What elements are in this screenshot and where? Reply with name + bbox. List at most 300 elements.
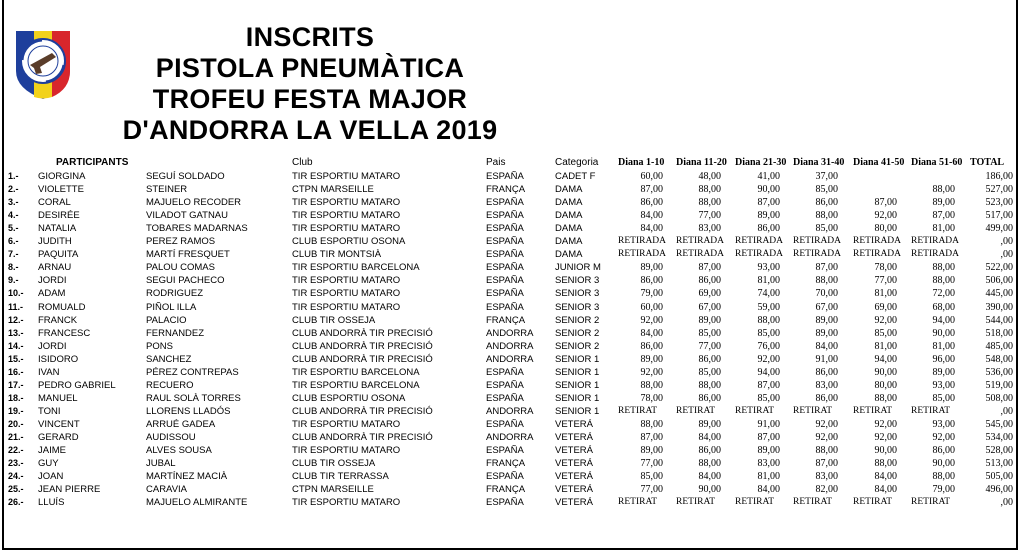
- participant-club: TIR ESPORTIU MATARO: [292, 197, 401, 209]
- score-cell: 87,00: [932, 210, 955, 222]
- participant-category: DAMA: [555, 197, 583, 209]
- row-number: 18.-: [8, 392, 24, 403]
- participant-surname: ALVES SOUSA: [146, 445, 212, 457]
- participant-surname: SANCHEZ: [146, 353, 192, 365]
- score-cell: 86,00: [757, 223, 780, 235]
- total-cell: ,00: [1000, 405, 1013, 417]
- participant-club: CTPN MARSEILLE: [292, 184, 374, 196]
- participant-name: JORDI: [38, 275, 67, 287]
- total-cell: 522,00: [985, 262, 1013, 274]
- participant-surname: RAUL SOLÀ TORRES: [146, 392, 241, 404]
- participant-category: VETERÁ: [555, 458, 594, 470]
- row-number: 20.-: [8, 418, 24, 429]
- participant-category: DAMA: [555, 223, 583, 235]
- participant-club: CLUB ANDORRÀ TIR PRECISIÓ: [292, 405, 433, 417]
- participant-country: ESPAÑA: [486, 366, 524, 378]
- participant-surname: MARTÍ FRESQUET: [146, 249, 230, 261]
- row-number: 9.-: [8, 275, 19, 286]
- participant-country: ESPAÑA: [486, 197, 524, 209]
- total-cell: 548,00: [985, 353, 1013, 365]
- score-cell: RETIRAT: [618, 405, 658, 416]
- score-cell: 89,00: [640, 262, 663, 274]
- score-cell: 86,00: [640, 275, 663, 287]
- score-cell: RETIRAT: [735, 497, 775, 508]
- score-cell: 89,00: [932, 197, 955, 209]
- row-number: 12.-: [8, 314, 24, 325]
- score-cell: 81,00: [757, 471, 780, 483]
- score-cell: 89,00: [698, 418, 721, 430]
- participant-surname: CARAVIA: [146, 484, 188, 496]
- participant-category: JUNIOR M: [555, 262, 601, 274]
- score-cell: 90,00: [932, 327, 955, 339]
- score-cell: RETIRAT: [793, 405, 833, 416]
- score-cell: 89,00: [640, 353, 663, 365]
- total-cell: 528,00: [985, 445, 1013, 457]
- total-cell: 536,00: [985, 366, 1013, 378]
- score-cell: 86,00: [698, 445, 721, 457]
- score-cell: 80,00: [874, 223, 897, 235]
- participant-surname: PALACIO: [146, 314, 187, 326]
- score-cell: 88,00: [698, 184, 721, 196]
- table-row: [0, 457, 1016, 470]
- participant-country: ESPAÑA: [486, 210, 524, 222]
- table-row: [0, 274, 1016, 287]
- table-row: [0, 418, 1016, 431]
- participant-surname: ARRUÉ GADEA: [146, 418, 216, 430]
- participant-club: TIR ESPORTIU MATARO: [292, 210, 401, 222]
- participant-surname: MAJUELO ALMIRANTE: [146, 497, 248, 509]
- score-cell: RETIRAT: [735, 405, 775, 416]
- participant-country: FRANÇA: [486, 484, 526, 496]
- title-line-3: TROFEU FESTA MAJOR: [152, 84, 468, 114]
- participant-club: CLUB ESPORTIU OSONA: [292, 236, 406, 248]
- header-club: Club: [292, 157, 313, 168]
- participant-name: PAQUITA: [38, 249, 79, 261]
- score-cell: 60,00: [640, 301, 663, 313]
- header-diana-2: Diana 11-20: [676, 157, 727, 168]
- score-cell: 67,00: [698, 301, 721, 313]
- score-cell: RETIRADA: [793, 249, 842, 260]
- participant-country: ESPAÑA: [486, 171, 524, 182]
- row-number: 8.-: [8, 262, 19, 273]
- participant-club: TIR ESPORTIU BARCELONA: [292, 379, 420, 391]
- score-cell: 94,00: [757, 366, 780, 378]
- table-row: [0, 261, 1016, 274]
- total-cell: 390,00: [985, 301, 1013, 313]
- score-cell: 84,00: [874, 471, 897, 483]
- total-cell: 545,00: [985, 418, 1013, 430]
- row-number: 14.-: [8, 340, 24, 351]
- row-number: 11.-: [8, 301, 24, 312]
- score-cell: 84,00: [698, 471, 721, 483]
- participant-surname: AUDISSOU: [146, 432, 196, 443]
- score-cell: 69,00: [874, 301, 897, 313]
- score-cell: 92,00: [815, 418, 838, 430]
- score-cell: 83,00: [815, 471, 838, 483]
- participant-surname: PALOU COMAS: [146, 262, 215, 274]
- total-cell: 519,00: [985, 379, 1013, 391]
- participant-country: ANDORRA: [486, 353, 534, 365]
- participant-country: ESPAÑA: [486, 418, 524, 430]
- participant-club: TIR ESPORTIU MATARO: [292, 418, 401, 430]
- participant-name: ROMUALD: [38, 301, 86, 313]
- score-cell: 92,00: [815, 432, 838, 443]
- participant-category: SENIOR 2: [555, 314, 600, 326]
- score-cell: 88,00: [815, 275, 838, 287]
- score-cell: 60,00: [640, 171, 663, 182]
- table-row: [0, 183, 1016, 196]
- score-cell: 78,00: [640, 392, 663, 404]
- participant-surname: VILADOT GATNAU: [146, 210, 228, 222]
- participant-category: DAMA: [555, 184, 583, 196]
- participant-surname: MAJUELO RECODER: [146, 197, 242, 209]
- score-cell: 79,00: [640, 288, 663, 300]
- score-cell: 88,00: [874, 392, 897, 404]
- score-cell: 93,00: [757, 262, 780, 274]
- participant-surname: SEGUI PACHECO: [146, 275, 225, 287]
- participant-category: SENIOR 1: [555, 405, 600, 417]
- score-cell: 89,00: [815, 314, 838, 326]
- table-row: [0, 287, 1016, 300]
- row-number: 26.-: [8, 497, 24, 508]
- score-cell: 90,00: [874, 366, 897, 378]
- participant-name: JEAN PIERRE: [38, 484, 101, 496]
- score-cell: 87,00: [698, 262, 721, 274]
- participant-name: ISIDORO: [38, 353, 79, 365]
- score-cell: 83,00: [698, 223, 721, 235]
- participant-country: ESPAÑA: [486, 262, 524, 274]
- participant-name: NATALIA: [38, 223, 77, 235]
- score-cell: 90,00: [932, 458, 955, 470]
- header-pais: Pais: [486, 157, 506, 168]
- table-row: [0, 222, 1016, 235]
- participant-club: TIR ESPORTIU MATARO: [292, 497, 401, 509]
- participant-club: CLUB TIR OSSEJA: [292, 458, 376, 470]
- participant-name: IVAN: [38, 366, 60, 378]
- score-cell: 87,00: [640, 432, 663, 443]
- participant-category: SENIOR 1: [555, 353, 600, 365]
- score-cell: 48,00: [698, 171, 721, 182]
- participant-category: SENIOR 1: [555, 392, 600, 404]
- score-cell: 87,00: [757, 197, 780, 209]
- participant-club: TIR ESPORTIU MATARO: [292, 171, 401, 182]
- participant-country: ANDORRA: [486, 432, 534, 443]
- row-number: 5.-: [8, 223, 19, 234]
- score-cell: 77,00: [698, 210, 721, 222]
- score-cell: 79,00: [932, 484, 955, 496]
- participant-name: ADAM: [38, 288, 66, 300]
- participant-club: CTPN MARSEILLE: [292, 484, 374, 496]
- row-number: 21.-: [8, 432, 24, 442]
- score-cell: RETIRAT: [911, 497, 951, 508]
- table-row: [0, 405, 1016, 418]
- score-cell: 59,00: [757, 301, 780, 313]
- score-cell: 86,00: [815, 197, 838, 209]
- score-cell: 88,00: [757, 314, 780, 326]
- participant-name: MANUEL: [38, 392, 78, 404]
- score-cell: 85,00: [757, 327, 780, 339]
- participant-surname: MARTÍNEZ MACIÀ: [146, 471, 228, 483]
- score-cell: RETIRADA: [853, 236, 902, 247]
- participant-name: JUDITH: [38, 236, 72, 248]
- table-row: [0, 248, 1016, 261]
- score-cell: 86,00: [640, 340, 663, 352]
- table-row: [0, 483, 1016, 496]
- participant-category: CADET F: [555, 171, 596, 182]
- participant-country: ESPAÑA: [486, 445, 524, 457]
- row-number: 10.-: [8, 288, 24, 299]
- score-cell: 41,00: [757, 171, 780, 182]
- score-cell: 88,00: [640, 418, 663, 430]
- score-cell: 89,00: [698, 314, 721, 326]
- score-cell: 77,00: [698, 340, 721, 352]
- header-diana-1: Diana 1-10: [618, 157, 665, 168]
- row-number: 3.-: [8, 197, 19, 208]
- table-row: [0, 366, 1016, 379]
- score-cell: 68,00: [932, 301, 955, 313]
- participant-club: TIR ESPORTIU MATARO: [292, 223, 401, 235]
- row-number: 13.-: [8, 327, 24, 338]
- score-cell: 37,00: [815, 171, 838, 182]
- participant-category: VETERÁ: [555, 471, 594, 483]
- score-cell: 86,00: [815, 392, 838, 404]
- score-cell: 85,00: [932, 392, 955, 404]
- score-cell: 94,00: [932, 314, 955, 326]
- row-number: 2.-: [8, 184, 19, 195]
- score-cell: 88,00: [698, 379, 721, 391]
- row-number: 25.-: [8, 484, 24, 495]
- score-cell: 92,00: [874, 418, 897, 430]
- participant-name: LLUÍS: [38, 497, 65, 509]
- participant-club: TIR ESPORTIU BARCELONA: [292, 262, 420, 274]
- participant-surname: RECUERO: [146, 379, 194, 391]
- participant-name: PEDRO GABRIEL: [38, 379, 116, 391]
- participant-club: TIR ESPORTIU MATARO: [292, 445, 401, 457]
- score-cell: 88,00: [932, 275, 955, 287]
- participant-category: DAMA: [555, 249, 583, 261]
- participant-category: SENIOR 1: [555, 366, 600, 378]
- score-cell: 78,00: [874, 262, 897, 274]
- table-row: [0, 301, 1016, 314]
- score-cell: RETIRADA: [911, 249, 960, 260]
- score-cell: 88,00: [932, 262, 955, 274]
- participant-name: GERARD: [38, 432, 79, 443]
- score-cell: 91,00: [757, 418, 780, 430]
- score-cell: 86,00: [815, 366, 838, 378]
- score-cell: 89,00: [757, 445, 780, 457]
- score-cell: 87,00: [757, 432, 780, 443]
- table-row: [0, 353, 1016, 366]
- participant-country: ESPAÑA: [486, 471, 524, 483]
- header-diana-4: Diana 31-40: [793, 157, 845, 168]
- participant-club: CLUB TIR TERRASSA: [292, 471, 389, 483]
- participant-country: ANDORRA: [486, 340, 534, 352]
- table-row: [0, 340, 1016, 353]
- participant-category: SENIOR 1: [555, 379, 600, 391]
- table-row: [0, 314, 1016, 327]
- score-cell: RETIRADA: [735, 249, 784, 260]
- score-cell: 93,00: [932, 418, 955, 430]
- participant-country: ESPAÑA: [486, 497, 524, 509]
- score-cell: 92,00: [757, 353, 780, 365]
- participant-category: VETERÁ: [555, 418, 594, 430]
- score-cell: RETIRADA: [676, 249, 725, 260]
- score-cell: RETIRADA: [853, 249, 902, 260]
- score-cell: 87,00: [757, 379, 780, 391]
- participant-name: FRANCK: [38, 314, 78, 326]
- score-cell: 85,00: [815, 223, 838, 235]
- score-cell: 89,00: [757, 210, 780, 222]
- row-number: 6.-: [8, 236, 19, 247]
- score-cell: 92,00: [874, 210, 897, 222]
- row-number: 23.-: [8, 458, 24, 469]
- header-diana-6: Diana 51-60: [911, 157, 963, 168]
- row-number: 17.-: [8, 379, 24, 390]
- participant-name: CORAL: [38, 197, 71, 209]
- participant-country: FRANÇA: [486, 458, 526, 470]
- score-cell: 85,00: [874, 327, 897, 339]
- participant-country: ESPAÑA: [486, 379, 524, 391]
- participant-surname: PÉREZ CONTREPAS: [146, 366, 239, 378]
- score-cell: RETIRADA: [793, 236, 842, 247]
- total-cell: ,00: [1000, 249, 1013, 261]
- participant-surname: TOBARES MADARNAS: [146, 223, 248, 235]
- participant-club: CLUB ANDORRÀ TIR PRECISIÓ: [292, 327, 433, 339]
- score-cell: RETIRADA: [618, 249, 667, 260]
- participant-surname: JUBAL: [146, 458, 176, 470]
- participant-surname: PIÑOL ILLA: [146, 301, 197, 313]
- score-cell: 86,00: [698, 275, 721, 287]
- score-cell: RETIRADA: [735, 236, 784, 247]
- participant-surname: PONS: [146, 340, 173, 352]
- total-cell: 485,00: [985, 340, 1013, 352]
- participant-surname: PEREZ RAMOS: [146, 236, 216, 248]
- score-cell: 90,00: [698, 484, 721, 496]
- score-cell: 72,00: [932, 288, 955, 300]
- participant-surname: SEGUÍ SOLDADO: [146, 171, 225, 182]
- score-cell: 81,00: [757, 275, 780, 287]
- score-cell: 84,00: [757, 484, 780, 496]
- score-cell: RETIRAT: [793, 497, 833, 508]
- participant-category: VETERÁ: [555, 497, 594, 509]
- score-cell: 87,00: [640, 184, 663, 196]
- score-cell: RETIRAT: [911, 405, 951, 416]
- score-cell: 84,00: [640, 327, 663, 339]
- title-line-4: D'ANDORRA LA VELLA 2019: [122, 115, 498, 145]
- header-categoria: Categoria: [555, 157, 599, 168]
- participant-surname: LLORENS LLADÓS: [146, 405, 231, 417]
- participant-club: CLUB TIR OSSEJA: [292, 314, 376, 326]
- participant-name: JORDI: [38, 340, 67, 352]
- score-cell: 86,00: [640, 197, 663, 209]
- score-cell: 84,00: [815, 340, 838, 352]
- score-cell: RETIRAT: [676, 405, 716, 416]
- participant-category: VETERÁ: [555, 484, 594, 496]
- row-number: 19.-: [8, 405, 24, 416]
- score-cell: 76,00: [757, 340, 780, 352]
- participant-country: ANDORRA: [486, 405, 534, 417]
- score-cell: 88,00: [698, 197, 721, 209]
- score-cell: RETIRAT: [618, 497, 658, 508]
- score-cell: 88,00: [874, 458, 897, 470]
- score-cell: 88,00: [932, 471, 955, 483]
- score-cell: 92,00: [874, 314, 897, 326]
- participant-club: CLUB ANDORRÀ TIR PRECISIÓ: [292, 340, 433, 352]
- total-cell: 445,00: [985, 288, 1013, 300]
- document-title: [80, 22, 540, 146]
- participant-club: CLUB ANDORRÀ TIR PRECISIÓ: [292, 353, 433, 365]
- score-cell: 88,00: [640, 379, 663, 391]
- score-cell: 84,00: [640, 210, 663, 222]
- score-cell: 86,00: [698, 392, 721, 404]
- table-row: [0, 379, 1016, 392]
- score-cell: 83,00: [815, 379, 838, 391]
- header-diana-5: Diana 41-50: [853, 157, 905, 168]
- score-cell: 87,00: [815, 262, 838, 274]
- participant-category: DAMA: [555, 210, 583, 222]
- table-row: [0, 392, 1016, 405]
- title-line-2: PISTOLA PNEUMÀTICA: [155, 53, 465, 83]
- participant-surname: RODRIGUEZ: [146, 288, 203, 300]
- score-cell: 81,00: [932, 223, 955, 235]
- participant-club: CLUB TIR MONTSIÀ: [292, 249, 382, 261]
- score-cell: 90,00: [757, 184, 780, 196]
- score-cell: 92,00: [640, 366, 663, 378]
- row-number: 1.-: [8, 171, 19, 181]
- score-cell: 96,00: [932, 353, 955, 365]
- participant-category: SENIOR 3: [555, 301, 600, 313]
- score-cell: 87,00: [874, 197, 897, 209]
- participant-country: ESPAÑA: [486, 236, 524, 248]
- score-cell: 77,00: [640, 484, 663, 496]
- participant-country: ESPAÑA: [486, 301, 524, 313]
- participant-country: ESPAÑA: [486, 249, 524, 261]
- participant-name: GUY: [38, 458, 59, 470]
- score-cell: RETIRAT: [676, 497, 716, 508]
- participant-surname: STEINER: [146, 184, 188, 196]
- score-cell: 85,00: [815, 184, 838, 196]
- participant-country: ESPAÑA: [486, 275, 524, 287]
- participant-club: TIR ESPORTIU MATARO: [292, 275, 401, 287]
- score-cell: 89,00: [815, 327, 838, 339]
- table-row: [0, 444, 1016, 457]
- participant-category: SENIOR 3: [555, 275, 600, 287]
- participant-category: SENIOR 3: [555, 288, 600, 300]
- score-cell: 81,00: [932, 340, 955, 352]
- table-row: [0, 209, 1016, 222]
- score-cell: 84,00: [640, 223, 663, 235]
- club-logo: [12, 27, 74, 101]
- participant-category: DAMA: [555, 236, 583, 248]
- table-row: [0, 327, 1016, 340]
- total-cell: 499,00: [985, 223, 1013, 235]
- participant-club: TIR ESPORTIU MATARO: [292, 288, 401, 300]
- participant-name: JAIME: [38, 445, 66, 457]
- score-cell: 85,00: [698, 327, 721, 339]
- participant-country: ESPAÑA: [486, 288, 524, 300]
- row-number: 4.-: [8, 210, 19, 221]
- total-cell: 496,00: [985, 484, 1013, 496]
- score-cell: 90,00: [874, 445, 897, 457]
- score-cell: 69,00: [698, 288, 721, 300]
- participant-country: FRANÇA: [486, 184, 526, 196]
- row-number: 7.-: [8, 249, 19, 260]
- score-cell: RETIRADA: [911, 236, 960, 247]
- score-cell: 67,00: [815, 301, 838, 313]
- participant-category: VETERÁ: [555, 432, 594, 443]
- total-cell: 518,00: [985, 327, 1013, 339]
- total-cell: 523,00: [985, 197, 1013, 209]
